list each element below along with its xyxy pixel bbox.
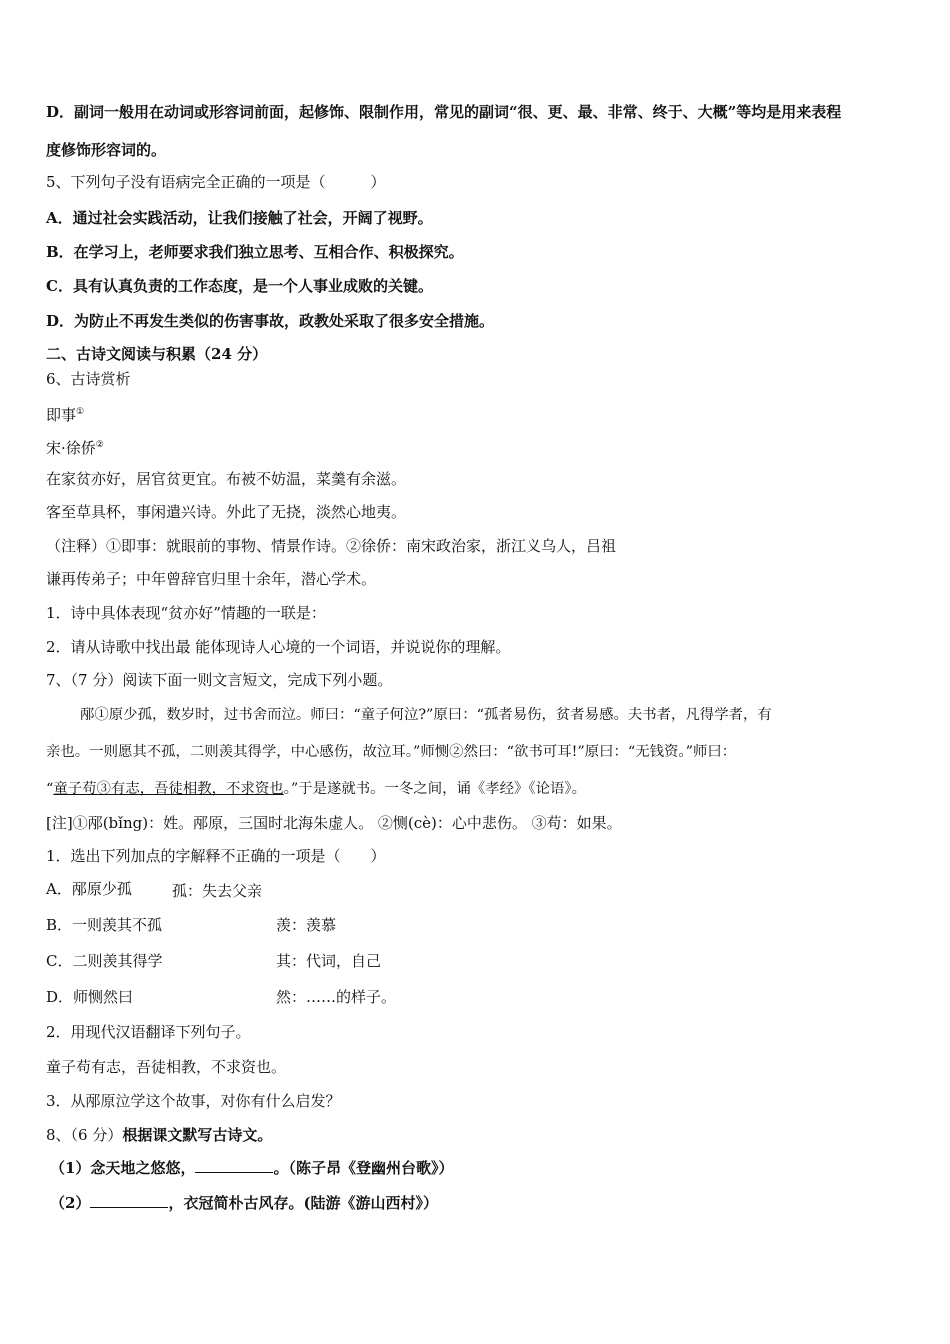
q7-sub1-option-d-gloss: 然：……的样子。: [276, 988, 397, 1006]
q8-stem: 8、（6 分）根据课文默写古诗文。: [46, 1126, 273, 1144]
answer-blank-1[interactable]: [195, 1158, 273, 1173]
q7-passage-line2: 亲也。一则愿其不孤，二则羡其得学，中心感伤，故泣耳。”师恻②然曰：“欲书可耳!”原曰：“无钱资。”师曰：: [46, 744, 737, 760]
poem-line-1: 在家贫亦好，居官贫更宜。布被不妨温，菜羹有余滋。: [46, 470, 407, 488]
q7-sub1-option-c-gloss: 其：代词，自己: [276, 952, 382, 970]
poem-author-note-mark: ②: [95, 440, 104, 450]
q7-sub2-sentence: 童子苟有志，吾徒相教，不求资也。: [46, 1058, 287, 1076]
q5-option-b: B．在学习上，老师要求我们独立思考、互相合作、积极探究。: [46, 243, 464, 261]
q7-sub1-option-b: B．一则羡其不孤: [46, 916, 163, 934]
q4-option-d-line1: D．副词一般用在动词或形容词前面，起修饰、限制作用，常见的副词“很、更、最、非常、终于、大概”等均是用来表程: [46, 103, 842, 121]
q5-option-c: C．具有认真负责的工作态度，是一个人事业成败的关键。: [46, 277, 433, 295]
answer-blank-2[interactable]: [90, 1193, 168, 1208]
q7-sub1-option-a-gloss: 孤：失去父亲: [172, 882, 263, 900]
section2-heading: 二、古诗文阅读与积累（24 分）: [46, 345, 268, 363]
q8-item2: （2） ，衣冠简朴古风存。(陆游《游山西村》）: [50, 1194, 439, 1212]
q4-option-d-line2: 度修饰形容词的。: [46, 141, 167, 159]
q5-stem: 5、下列句子没有语病完全正确的一项是（ ）: [46, 173, 386, 191]
q7-note: [注]①邴(bǐng)：姓。邴原，三国时北海朱虚人。 ②恻(cè)：心中悲伤。 ③苟：如果。: [46, 814, 622, 832]
q6-sub2: 2．请从诗歌中找出最 能体现诗人心境的一个词语，并说说你的理解。: [46, 638, 511, 656]
poem-notes-line1: （注释）①即事：就眼前的事物、情景作诗。②徐侨：南宋政治家，浙江义乌人，吕祖: [46, 537, 617, 555]
q7-sub1-option-a: A．邴原少孤: [46, 880, 132, 898]
q5-option-a: A．通过社会实践活动，让我们接触了社会，开阔了视野。: [46, 209, 433, 227]
q7-sub1-stem: 1．选出下列加点的字解释不正确的一项是（ ）: [46, 847, 386, 865]
q7-sub1-option-b-gloss: 羡：羡慕: [276, 916, 337, 934]
q6-stem: 6、古诗赏析: [46, 370, 131, 388]
poem-line-2: 客至草具杯，事闲遣兴诗。外此了无挠，淡然心地夷。: [46, 503, 407, 521]
poem-title-note-mark: ①: [76, 407, 85, 417]
poem-title: 即事①: [46, 406, 85, 424]
q6-sub1: 1．诗中具体表现“贫亦好”情趣的一联是：: [46, 604, 326, 622]
q8-item1: （1）念天地之悠悠， 。（陈子昂《登幽州台歌》）: [50, 1159, 454, 1177]
poem-notes-line2: 谦再传弟子；中年曾辞官归里十余年，潜心学术。: [46, 570, 377, 588]
passage-underlined-sentence: 童子苟③有志，吾徒相教，不求资也: [53, 781, 284, 797]
q7-sub3-stem: 3．从邴原泣学这个故事，对你有什么启发？: [46, 1092, 341, 1110]
poem-author: 宋·徐侨②: [46, 439, 104, 457]
q7-stem: 7、（7 分）阅读下面一则文言短文，完成下列小题。: [46, 671, 393, 689]
q7-passage-line1: 邴①原少孤，数岁时，过书舍而泣。师曰：“童子何泣?”原曰：“孤者易伤，贫者易感。夫书者，凡得学者，有: [80, 707, 772, 723]
q7-sub1-option-d: D．师恻然曰: [46, 988, 134, 1006]
q7-passage-line3: “童子苟③有志，吾徒相教，不求资也。”于是遂就书。一冬之间，诵《孝经》《论语》。: [46, 781, 586, 797]
q7-sub1-option-c: C．二则羡其得学: [46, 952, 163, 970]
q5-option-d: D．为防止不再发生类似的伤害事故，政教处采取了很多安全措施。: [46, 312, 495, 330]
q7-sub2-stem: 2．用现代汉语翻译下列句子。: [46, 1023, 251, 1041]
